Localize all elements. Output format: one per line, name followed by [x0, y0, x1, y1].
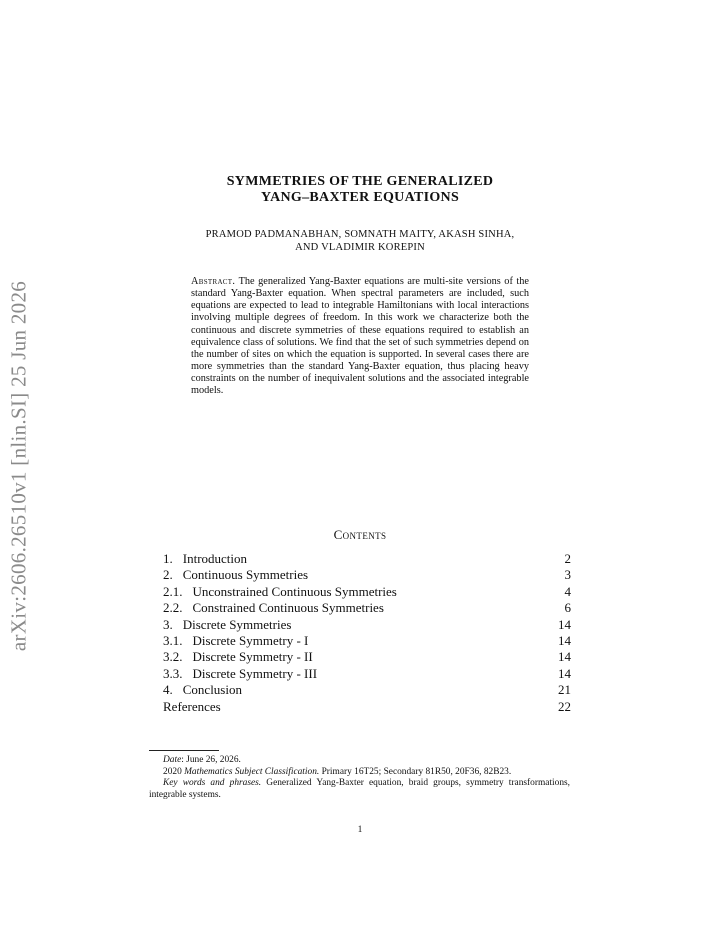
toc-entry-title: References	[163, 698, 221, 714]
footnotes	[149, 755, 570, 802]
toc-entry-page: 3	[564, 567, 571, 583]
toc-entry-title: Conclusion	[182, 682, 242, 698]
keywords-value: Generalized Yang-Baxter equation, braid groups, symmetry transformations, integrable systems.	[149, 778, 570, 801]
toc-entry-label	[163, 617, 291, 633]
arxiv-identifier: arXiv:2606.26510v1 [nlin.SI] 25 Jun 2026	[6, 280, 31, 652]
toc-entry[interactable]	[163, 682, 571, 698]
toc-entry-title: Continuous Symmetries	[182, 567, 309, 583]
title-line-2: YANG–BAXTER EQUATIONS	[260, 190, 460, 205]
toc-entry-number: 3.2.	[163, 649, 183, 665]
toc-entry-label	[163, 551, 247, 567]
toc-entry-title: Unconstrained Continuous Symmetries	[192, 583, 397, 599]
toc-entry-number: 1.	[163, 551, 173, 566]
toc-entry-number: 3.3.	[163, 665, 183, 681]
toc-entry[interactable]	[163, 699, 571, 715]
toc-entry-number: 2.	[163, 567, 173, 583]
toc-entry[interactable]	[163, 551, 571, 567]
abstract	[191, 276, 529, 398]
title-line-1: SYMMETRIES OF THE GENERALIZED	[226, 174, 494, 189]
toc-entry-label	[163, 567, 308, 583]
author-list	[0, 228, 720, 254]
toc-entry-page: 14	[558, 616, 571, 632]
toc-entry-title: Introduction	[182, 551, 248, 566]
authors-line-2: AND VLADIMIR KOREPIN	[295, 242, 425, 253]
toc-entry-page: 22	[558, 698, 571, 714]
toc-entry-page: 2	[564, 551, 571, 566]
toc-entry-page: 14	[558, 649, 571, 665]
toc-entry[interactable]	[163, 649, 571, 665]
msc-value: Primary 16T25; Secondary 81R50, 20F36, 82B23.	[319, 766, 512, 777]
keywords-footnote	[149, 778, 570, 801]
toc-entry[interactable]	[163, 567, 571, 583]
toc-entry-title: Discrete Symmetry - II	[192, 649, 313, 665]
toc-entry-label	[163, 600, 384, 616]
toc-entry-page: 21	[558, 682, 571, 698]
footnote-divider	[149, 750, 219, 751]
toc-entry[interactable]	[163, 633, 571, 649]
toc-entry-page: 14	[558, 665, 571, 681]
toc-entry-title: Constrained Continuous Symmetries	[192, 600, 384, 616]
table-of-contents	[163, 551, 571, 715]
authors-line-1: PRAMOD PADMANABHAN, SOMNATH MAITY, AKASH SINHA,	[205, 229, 515, 240]
toc-entry[interactable]	[163, 666, 571, 682]
toc-entry-title: Discrete Symmetries	[182, 616, 292, 632]
msc-year: 2020	[163, 766, 182, 777]
toc-entry-title: Discrete Symmetry - I	[192, 632, 309, 648]
toc-entry-page: 4	[564, 583, 571, 599]
toc-entry-number: 4.	[163, 682, 173, 698]
toc-entry-label	[163, 666, 317, 682]
abstract-text: The generalized Yang-Baxter equations are multi-site versions of the standard Yang-Baxter equation. When spectral parameters are included, such equations are expected to lead to integrable Hamiltonians with local interactions involving multiple degrees of freedom. In this work we characterize both the continuous and discrete symmetries of these equations required to establish an equivalence class of solutions. We find that the set of such symmetries depend on the number of sites on which the equation is supported. In several cases there are more symmetries than the standard Yang-Baxter equation, thus placing heavy constraints on the number of inequivalent solutions and the associated integrable models.	[191, 276, 529, 397]
paper-title	[0, 174, 720, 206]
toc-entry-label	[163, 633, 308, 649]
toc-entry[interactable]	[163, 617, 571, 633]
toc-entry-title: Discrete Symmetry - III	[192, 665, 318, 681]
toc-entry-label	[163, 584, 397, 600]
msc-label: Mathematics Subject Classification.	[184, 766, 320, 777]
date-label: Date	[163, 755, 182, 765]
abstract-label: Abstract.	[191, 276, 236, 287]
toc-entry-number: 2.2.	[163, 600, 183, 616]
msc-footnote	[149, 767, 570, 779]
toc-entry[interactable]	[163, 584, 571, 600]
page-number: 1	[357, 825, 363, 835]
date-footnote	[149, 755, 570, 767]
toc-entry-label	[163, 649, 313, 665]
toc-entry-page: 14	[558, 632, 571, 648]
keywords-label: Key words and phrases.	[163, 778, 262, 789]
toc-entry-page: 6	[564, 600, 571, 616]
toc-entry-number: 3.1.	[163, 632, 183, 648]
toc-entry-label	[163, 699, 221, 715]
toc-entry-label	[163, 682, 242, 698]
contents-heading: Contents	[333, 527, 387, 542]
toc-entry-number: 3.	[163, 616, 173, 632]
toc-entry[interactable]	[163, 600, 571, 616]
toc-entry-number: 2.1.	[163, 583, 183, 599]
date-value: : June 26, 2026.	[181, 755, 241, 765]
